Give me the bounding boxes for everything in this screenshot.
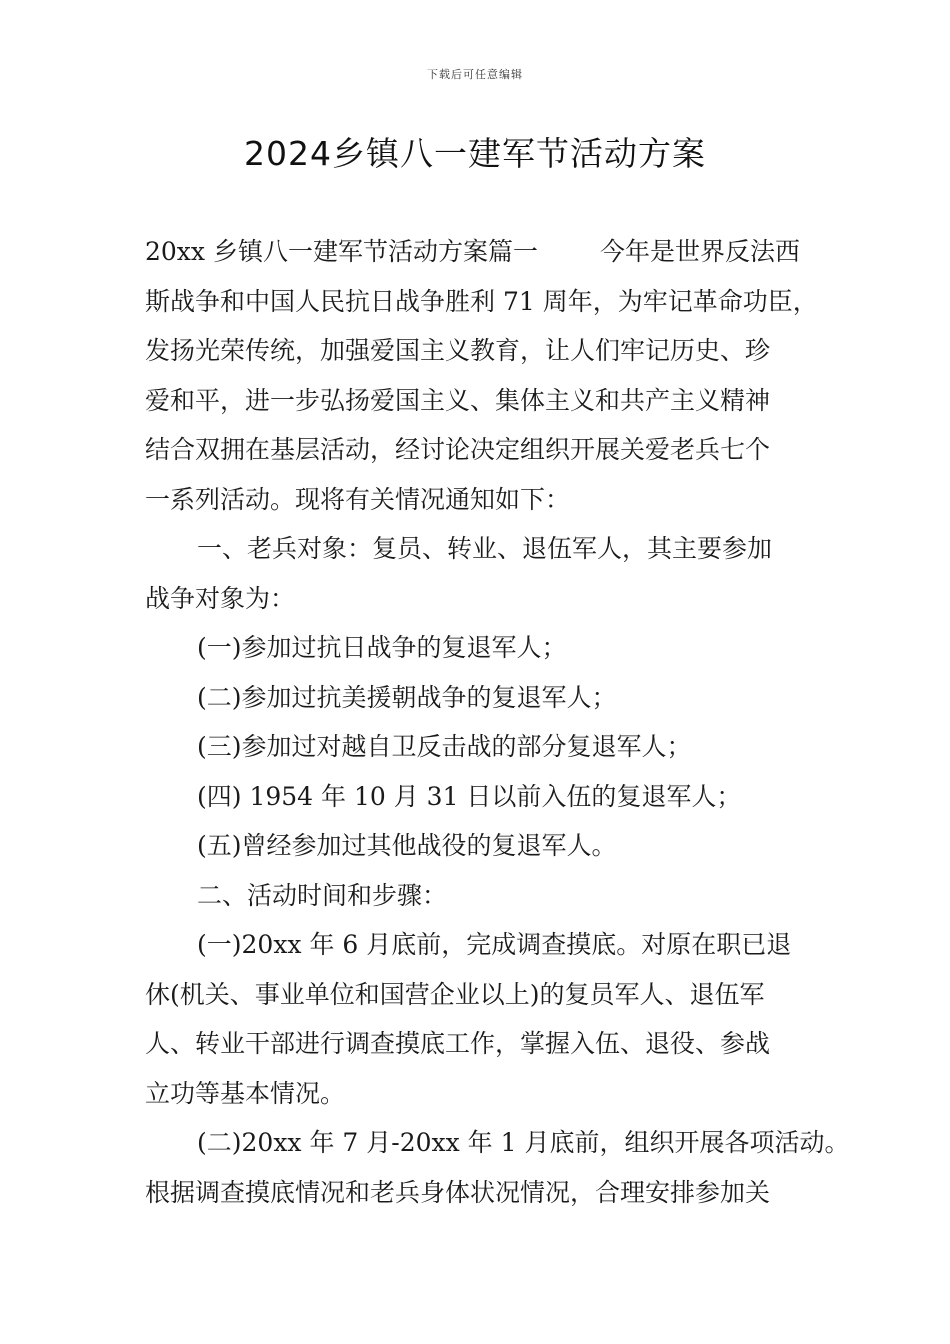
list-item: (三)参加过对越自卫反击战的部分复退军人； <box>197 732 692 761</box>
document-body <box>145 227 850 1217</box>
list-item: (四) 1954 年 10 月 31 日以前入伍的复退军人； <box>197 781 742 811</box>
header-note: 下载后可任意编辑 <box>427 68 523 81</box>
section-heading: 二、活动时间和步骤： <box>197 880 448 910</box>
list-item: (一)参加过抗日战争的复退军人； <box>197 633 567 662</box>
body-line: 休(机关、事业单位和国营企业以上)的复员军人、退伍军 <box>145 979 765 1009</box>
body-line: 发扬光荣传统，加强爱国主义教育，让人们牢记历史、珍 <box>145 336 771 365</box>
body-line: 人、转业干部进行调查摸底工作，掌握入伍、退役、参战 <box>145 1029 771 1058</box>
body-line: (一)20xx 年 6 月底前，完成调查摸底。对原在职已退 <box>197 930 792 959</box>
body-line <box>145 227 825 277</box>
list-item: (五)曾经参加过其他战役的复退军人。 <box>197 831 617 860</box>
body-line: 爱和平，进一步弘扬爱国主义、集体主义和共产主义精神 <box>145 385 771 415</box>
body-line: 立功等基本情况。 <box>145 1078 346 1108</box>
body-line: 一系列活动。现将有关情况通知如下： <box>145 484 571 514</box>
body-line: 根据调查摸底情况和老兵身体状况情况，合理安排参加关 <box>145 1177 771 1207</box>
body-line: 战争对象为： <box>145 583 296 613</box>
section-heading-inline: 20xx 乡镇八一建军节活动方案篇一 <box>145 237 538 266</box>
body-line: 结合双拥在基层活动，经讨论决定组织开展关爱老兵七个 <box>145 435 771 464</box>
body-line: 斯战争和中国人民抗日战争胜利 71 周年，为牢记革命功臣， <box>145 286 818 316</box>
body-line: (二)20xx 年 7 月-20xx 年 1 月底前，组织开展各项活动。 <box>197 1128 850 1157</box>
document-title: 2024乡镇八一建军节活动方案 <box>244 134 706 173</box>
list-item: (二)参加过抗美援朝战争的复退军人； <box>197 682 617 712</box>
body-line: 一、老兵对象：复员、转业、退伍军人，其主要参加 <box>197 534 773 563</box>
paragraph-start: 今年是世界反法西 <box>599 237 800 266</box>
